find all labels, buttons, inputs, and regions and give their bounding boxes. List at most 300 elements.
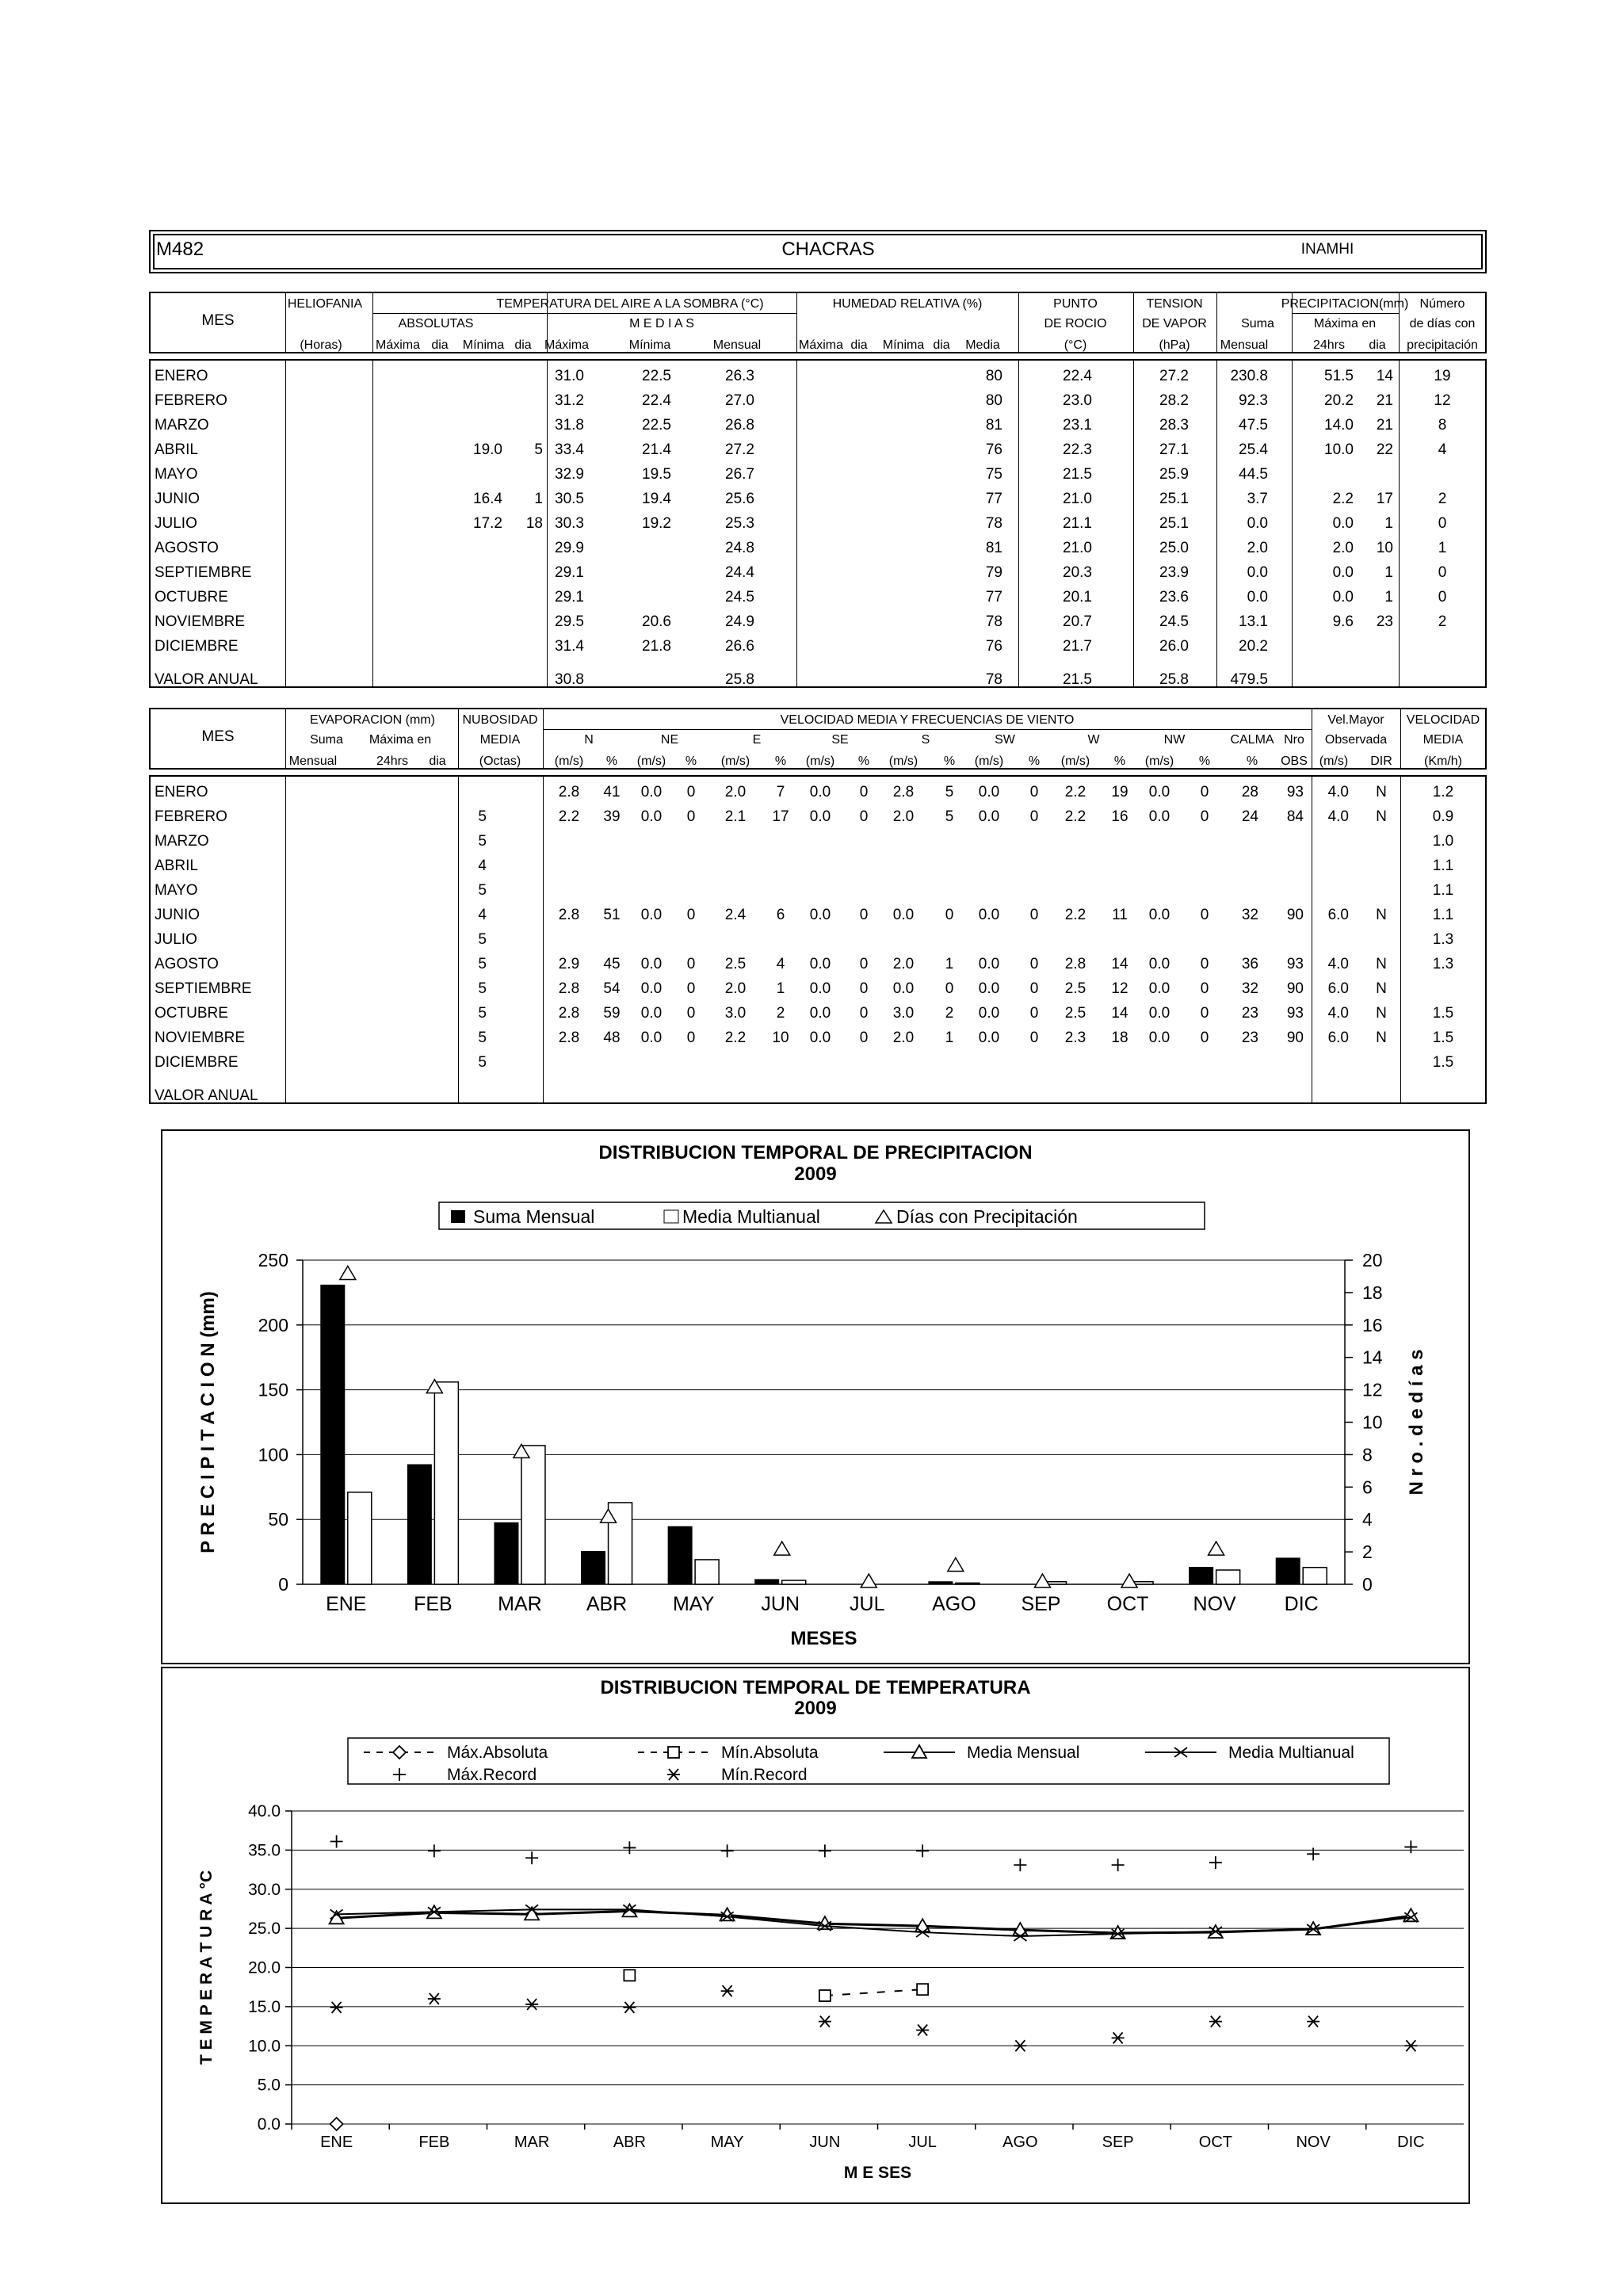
wind-value: 2.8 — [558, 1030, 580, 1046]
wind-value: 2.8 — [892, 784, 915, 800]
y-tick-label: 35.0 — [248, 1841, 281, 1860]
evap-maxima-header: Máxima en — [369, 733, 432, 747]
velocidad-media-header: MEDIA — [1423, 733, 1464, 747]
bar-suma-mensual — [407, 1465, 431, 1584]
table1-body-divider — [1018, 359, 1019, 688]
min-abs-value: 19.0 — [473, 441, 502, 458]
annual-humedad-value: 78 — [985, 671, 1002, 688]
wind-value: 17 — [772, 808, 789, 825]
wind-value: 3.0 — [724, 1005, 747, 1022]
wind-direction-header: E — [752, 733, 762, 747]
velmayor-dir-value: N — [1376, 784, 1387, 800]
chart-title: DISTRIBUCION TEMPORAL DE PRECIPITACION — [598, 1142, 1033, 1163]
wind-sub-header: % — [1113, 755, 1126, 768]
dias-value: 0 — [1438, 515, 1447, 532]
vapor-value: 23.9 — [1159, 564, 1189, 581]
vapor-value: 27.1 — [1159, 441, 1189, 458]
wind-value: 0.0 — [809, 907, 831, 923]
wind-value: 51 — [603, 907, 621, 923]
wind-value: 0.0 — [640, 956, 663, 972]
media-min-value: 21.8 — [642, 638, 671, 655]
wind-value: 2 — [776, 1005, 785, 1022]
suma-value: 2.0 — [1247, 540, 1268, 556]
wind-value: 14 — [1111, 956, 1128, 972]
wind-value: 0 — [686, 784, 696, 800]
marker-square — [624, 1969, 635, 1981]
humedad-value: 75 — [985, 466, 1002, 483]
media-mensual-value: 27.2 — [725, 441, 754, 458]
y2-tick-label: 8 — [1362, 1444, 1373, 1465]
wind-value: 0.0 — [1148, 907, 1170, 923]
marker-plus — [1112, 1859, 1125, 1871]
media-mensual-value: 24.4 — [725, 564, 754, 581]
legend-label: Mín.Absoluta — [721, 1744, 819, 1762]
marker-star — [1209, 2016, 1222, 2027]
table1-month-label: ENERO — [155, 368, 208, 384]
legend-label: Máx.Record — [447, 1766, 537, 1784]
table2-month-label: MARZO — [155, 833, 209, 850]
media-mensual-value: 26.8 — [725, 417, 754, 434]
wind-value: 0.0 — [640, 784, 663, 800]
y2-axis-label: N r o . d e d í a s — [1406, 1349, 1427, 1496]
table2-month-label: FEBRERO — [155, 808, 227, 825]
wind-value: 2.8 — [558, 1005, 580, 1022]
table1-month-label: FEBRERO — [155, 392, 227, 409]
y2-tick-label: 20 — [1362, 1250, 1383, 1270]
annual-rocio-value: 21.5 — [1063, 671, 1092, 688]
wind-sub-header: % — [1198, 755, 1211, 768]
wind-value: 2.3 — [1064, 1030, 1086, 1046]
table2-body-divider — [285, 775, 286, 1104]
vapor-value: 24.5 — [1159, 613, 1189, 630]
dias-value: 12 — [1434, 392, 1451, 409]
marker-plus — [428, 1844, 441, 1857]
calma-value: 23 — [1241, 1030, 1258, 1046]
max24-value: 0.0 — [1332, 564, 1354, 581]
wind-value: 2.0 — [892, 1030, 915, 1046]
annual-vapor-value: 25.8 — [1159, 671, 1189, 688]
velmayor-value: 6.0 — [1327, 1030, 1349, 1046]
wind-value: 0 — [686, 980, 696, 997]
x-tick-label: JUN — [809, 2134, 841, 2151]
table2-header-divider — [543, 708, 544, 770]
marker-square — [917, 1984, 928, 1995]
media-min-value: 22.4 — [642, 392, 671, 409]
velocidad-media-value: 1.5 — [1432, 1005, 1454, 1022]
marker-plus — [819, 1844, 831, 1857]
wind-sub-header: % — [1028, 755, 1041, 768]
dia-header: dia — [1369, 338, 1386, 352]
x-tick-label: SEP — [1102, 2134, 1134, 2151]
viento-header: VELOCIDAD MEDIA Y FRECUENCIAS DE VIENTO — [780, 713, 1075, 727]
y2-tick-label: 2 — [1362, 1541, 1373, 1563]
legend-label: Mín.Record — [721, 1766, 808, 1784]
wind-sub-header: % — [605, 755, 618, 768]
velocidad-media-value: 1.3 — [1432, 931, 1454, 948]
marker-dias-precipitacion — [774, 1541, 790, 1555]
velmayor-dir-value: N — [1376, 980, 1387, 997]
table1-month-label: JULIO — [155, 515, 197, 532]
wind-value: 2.8 — [1064, 956, 1086, 972]
media-max-value: 29.9 — [555, 540, 584, 556]
humedad-value: 80 — [985, 368, 1002, 384]
wind-value: 0 — [1200, 1030, 1209, 1046]
series-dash-line — [825, 1989, 922, 1996]
table1-body-divider — [1292, 359, 1293, 688]
humedad-header: HUMEDAD RELATIVA (%) — [832, 297, 983, 311]
wind-value: 0.0 — [809, 808, 831, 825]
evap-24hrs-header: 24hrs — [376, 755, 409, 768]
numero-header: Número — [1419, 297, 1465, 311]
kmh-header: (Km/h) — [1424, 755, 1462, 768]
min-abs-day: 1 — [534, 491, 543, 507]
wind-value: 12 — [1111, 980, 1128, 997]
wind-value: 0 — [859, 1005, 869, 1022]
nubosidad-value: 5 — [478, 833, 487, 850]
marker-star — [721, 1985, 734, 1996]
table1-body-divider — [1216, 359, 1217, 688]
media-mensual-value: 27.0 — [725, 392, 754, 409]
y-tick-label: 200 — [258, 1314, 288, 1335]
table1-month-label: SEPTIEMBRE — [155, 564, 252, 581]
heliofania-header: HELIOFANIA — [287, 297, 363, 311]
nro-obs-value: 90 — [1286, 1030, 1304, 1046]
max24-value: 2.2 — [1332, 491, 1354, 507]
wind-value: 0 — [686, 808, 696, 825]
dia24-value: 1 — [1384, 515, 1393, 532]
table2-month-label: ENERO — [155, 784, 208, 800]
wind-value: 1 — [945, 1030, 954, 1046]
absolutas-header: ABSOLUTAS — [398, 317, 474, 330]
y-tick-label: 50 — [268, 1509, 288, 1530]
dia24-value: 23 — [1376, 613, 1393, 630]
chart-subtitle: 2009 — [794, 1698, 837, 1719]
wind-sub-header: % — [943, 755, 956, 768]
wind-value: 2.8 — [558, 907, 580, 923]
institution-name: INAMHI — [1300, 241, 1354, 258]
nubosidad-value: 5 — [478, 808, 487, 825]
y-tick-label: 250 — [258, 1250, 288, 1270]
wind-sub-header: (m/s) — [720, 755, 750, 768]
velocidad-media-value: 1.0 — [1432, 833, 1454, 850]
marker-star — [428, 1993, 441, 2004]
bar-media-multianual — [521, 1446, 545, 1584]
table1-body — [149, 359, 1487, 688]
vapor-value: 28.2 — [1159, 392, 1189, 409]
vapor-value: 25.9 — [1159, 466, 1189, 483]
media-mensual-value: 24.8 — [725, 540, 754, 556]
nubosidad-media-header: MEDIA — [479, 733, 521, 747]
table1-header-divider — [285, 292, 286, 353]
media-mensual-value: 26.3 — [725, 368, 754, 384]
marker-plus — [1307, 1847, 1319, 1860]
table2-month-label: JULIO — [155, 931, 197, 948]
dias-value: 1 — [1438, 540, 1447, 556]
marker-plus — [721, 1844, 734, 1857]
dia24-value: 21 — [1376, 392, 1393, 409]
wind-value: 0 — [686, 1030, 696, 1046]
bar-media-multianual — [434, 1382, 458, 1584]
wind-value: 0 — [859, 1030, 869, 1046]
calma-pct-header: % — [1246, 755, 1258, 768]
min-abs-value: 16.4 — [473, 491, 502, 507]
max24-value: 9.6 — [1332, 613, 1354, 630]
wind-direction-header: SW — [995, 733, 1015, 747]
wind-direction-header: NW — [1163, 733, 1186, 747]
table1-header-divider — [1216, 292, 1217, 353]
y-tick-label: 30.0 — [248, 1880, 281, 1899]
marker-star — [330, 2002, 343, 2013]
velmayor-dir-value: N — [1376, 956, 1387, 972]
velocidad-header: VELOCIDAD — [1406, 713, 1480, 727]
max24-value: 2.0 — [1332, 540, 1354, 556]
media-min-value: 19.2 — [642, 515, 671, 532]
max24-value: 51.5 — [1324, 368, 1354, 384]
humedad-sub-header: Mínima — [882, 338, 925, 352]
wind-value: 0 — [859, 980, 869, 997]
wind-value: 2.2 — [724, 1030, 747, 1046]
suma-value: 92.3 — [1239, 392, 1268, 409]
y2-tick-label: 12 — [1362, 1379, 1383, 1400]
wind-value: 0.0 — [978, 784, 1000, 800]
y-tick-label: 40.0 — [248, 1802, 281, 1820]
suma-value: 20.2 — [1239, 638, 1268, 655]
wind-value: 2.0 — [892, 956, 915, 972]
table1-body-divider — [285, 359, 286, 688]
wind-value: 0.0 — [978, 907, 1000, 923]
calma-header: CALMA — [1230, 733, 1274, 747]
vapor-value: 25.1 — [1159, 491, 1189, 507]
table1-header-divider — [796, 292, 797, 353]
humedad-value: 81 — [985, 417, 1002, 434]
wind-value: 2.8 — [558, 980, 580, 997]
table1-body-divider — [1399, 359, 1400, 688]
table2-month-label: OCTUBRE — [155, 1005, 228, 1022]
marker-plus — [623, 1841, 636, 1854]
marker-plus — [1209, 1856, 1222, 1869]
velocidad-media-value: 1.1 — [1432, 882, 1454, 899]
observada-header: Observada — [1324, 733, 1388, 747]
wind-value: 3.0 — [892, 1005, 915, 1022]
vapor-value: 26.0 — [1159, 638, 1189, 655]
chart-title: DISTRIBUCION TEMPORAL DE TEMPERATURA — [600, 1677, 1031, 1698]
wind-value: 0.0 — [640, 1030, 663, 1046]
marker-dias-precipitacion — [948, 1558, 964, 1572]
x-tick-label: FEB — [418, 2134, 450, 2151]
max24-value: 14.0 — [1324, 417, 1354, 434]
velmayor-value: 6.0 — [1327, 980, 1349, 997]
nro-obs-value: 84 — [1286, 808, 1304, 825]
table2-annual-label: VALOR ANUAL — [155, 1087, 258, 1104]
y2-tick-label: 16 — [1362, 1314, 1383, 1335]
x-tick-label: ENE — [326, 1593, 367, 1615]
bar-suma-mensual — [495, 1522, 518, 1584]
x-tick-label: ENE — [320, 2134, 353, 2151]
wind-value: 0 — [1029, 784, 1039, 800]
table1-header-divider — [1133, 292, 1134, 353]
media-min-value: 22.5 — [642, 368, 671, 384]
marker-star — [1404, 2040, 1417, 2051]
velocidad-media-value: 1.5 — [1432, 1030, 1454, 1046]
y2-tick-label: 18 — [1362, 1282, 1383, 1303]
media-max-value: 29.1 — [555, 589, 584, 606]
rocio-value: 22.3 — [1063, 441, 1092, 458]
table1-header-divider — [372, 292, 373, 353]
x-tick-label: DIC — [1284, 1593, 1319, 1615]
bar-suma-mensual — [755, 1580, 779, 1584]
media-mensual-value: 26.6 — [725, 638, 754, 655]
wind-value: 48 — [603, 1030, 621, 1046]
x-tick-label: MAR — [498, 1593, 542, 1615]
humedad-sub-header: Máxima — [798, 338, 844, 352]
maxima-en-header: Máxima en — [1313, 317, 1377, 330]
nro-obs-value: 90 — [1286, 907, 1304, 923]
wind-value: 0.0 — [640, 1005, 663, 1022]
table2-month-label: DICIEMBRE — [155, 1054, 239, 1071]
velmayor-dir-value: N — [1376, 1030, 1387, 1046]
marker-diamond — [330, 2118, 343, 2130]
nro-header: Nro — [1284, 733, 1304, 747]
wind-value: 41 — [603, 784, 621, 800]
suma-value: 3.7 — [1247, 491, 1268, 507]
table1-annual-label: VALOR ANUAL — [155, 671, 258, 688]
table1-month-label: NOVIEMBRE — [155, 613, 246, 630]
wind-value: 2.4 — [724, 907, 747, 923]
wind-value: 0 — [1200, 1005, 1209, 1022]
x-tick-label: FEB — [414, 1593, 453, 1615]
wind-value: 0 — [859, 784, 869, 800]
x-tick-label: NOV — [1193, 1593, 1236, 1615]
calma-value: 36 — [1241, 956, 1258, 972]
velmayor-value: 6.0 — [1327, 907, 1349, 923]
media-max-value: 29.1 — [555, 564, 584, 581]
wind-value: 2.5 — [724, 956, 747, 972]
suma-value: 0.0 — [1247, 564, 1268, 581]
table2-body-divider — [543, 775, 544, 1104]
y-tick-label: 100 — [258, 1444, 288, 1465]
bar-media-multianual — [1216, 1570, 1240, 1584]
table2-body-divider — [458, 775, 459, 1104]
wind-sub-header: (m/s) — [888, 755, 918, 768]
wind-value: 0 — [1029, 1005, 1039, 1022]
legend-label-media: Media Multianual — [682, 1206, 820, 1227]
wind-value: 5 — [945, 808, 954, 825]
dia24-value: 14 — [1376, 368, 1393, 384]
dias-value: 4 — [1438, 441, 1447, 458]
wind-sub-header: % — [857, 755, 870, 768]
dia24-value: 22 — [1376, 441, 1393, 458]
wind-value: 0 — [859, 956, 869, 972]
rocio-value: 21.0 — [1063, 540, 1092, 556]
humedad-sub-header: Media — [965, 338, 1000, 352]
nubosidad-value: 5 — [478, 882, 487, 899]
temperature-chart — [161, 1667, 1470, 2204]
wind-value: 0.0 — [809, 1005, 831, 1022]
wind-sub-header: % — [774, 755, 787, 768]
media-max-value: 31.8 — [555, 417, 584, 434]
table2-month-label: AGOSTO — [155, 956, 219, 972]
marker-plus — [1014, 1859, 1026, 1871]
wind-value: 0.0 — [640, 907, 663, 923]
marker-star — [525, 1999, 538, 2010]
nro-obs-value: 90 — [1286, 980, 1304, 997]
humedad-value: 77 — [985, 491, 1002, 507]
wind-value: 6 — [776, 907, 785, 923]
table1-month-label: MARZO — [155, 417, 209, 434]
nubosidad-header: NUBOSIDAD — [462, 713, 538, 727]
wind-value: 0.0 — [1148, 1005, 1170, 1022]
evap-dia-header: dia — [429, 755, 446, 768]
wind-value: 0.0 — [892, 907, 915, 923]
velmayor-dir-value: N — [1376, 1005, 1387, 1022]
y-axis-label: P R E C I P I T A C I O N (mm) — [197, 1291, 219, 1553]
wind-value: 2.0 — [892, 808, 915, 825]
wind-sub-header: (m/s) — [805, 755, 835, 768]
legend-label: Media Multianual — [1228, 1744, 1354, 1762]
table1-subheader-line — [1292, 313, 1399, 314]
y-tick-label: 10.0 — [248, 2037, 281, 2056]
octas-header: (Octas) — [479, 755, 521, 768]
media-min-value: 19.5 — [642, 466, 671, 483]
rocio-value: 20.7 — [1063, 613, 1092, 630]
station-code: M482 — [156, 239, 204, 260]
nro-obs-value: 93 — [1286, 956, 1304, 972]
media-mensual-value: 24.9 — [725, 613, 754, 630]
precip-header: PRECIPITACION(mm) — [1281, 297, 1409, 311]
bar-media-multianual — [782, 1580, 806, 1584]
suma-header: Suma — [1241, 317, 1274, 330]
bar-media-multianual — [1303, 1568, 1327, 1584]
media-max-value: 31.4 — [555, 638, 584, 655]
table1-body-divider — [547, 359, 548, 688]
velocidad-media-value: 1.5 — [1432, 1054, 1454, 1071]
x-tick-label: ABR — [586, 1593, 628, 1615]
table1-body-divider — [372, 359, 373, 688]
table2-subheader-line — [543, 729, 1312, 730]
precipitacion-header: precipitación — [1407, 338, 1478, 352]
x-tick-label: SEP — [1021, 1593, 1061, 1615]
wind-value: 54 — [603, 980, 621, 997]
x-tick-label: JUL — [850, 1593, 885, 1615]
calma-value: 28 — [1241, 784, 1258, 800]
table2-month-label: NOVIEMBRE — [155, 1030, 246, 1046]
bar-suma-mensual — [1276, 1558, 1300, 1584]
humedad-value: 81 — [985, 540, 1002, 556]
wind-value: 2 — [945, 1005, 954, 1022]
wind-value: 10 — [772, 1030, 789, 1046]
velocidad-media-value: 1.2 — [1432, 784, 1454, 800]
wind-value: 2.2 — [558, 808, 580, 825]
wind-value: 0.0 — [978, 1030, 1000, 1046]
wind-value: 0 — [1200, 784, 1209, 800]
wind-value: 14 — [1111, 1005, 1128, 1022]
vapor-value: 25.1 — [1159, 515, 1189, 532]
legend-label: Media Mensual — [967, 1744, 1080, 1762]
suma-value: 44.5 — [1239, 466, 1268, 483]
wind-value: 7 — [776, 784, 785, 800]
y-tick-label: 5.0 — [257, 2076, 281, 2095]
humedad-value: 78 — [985, 613, 1002, 630]
wind-value: 0.0 — [1148, 808, 1170, 825]
table2-body-divider — [1400, 775, 1401, 1104]
humedad-value: 77 — [985, 589, 1002, 606]
temp-sub-header: Máxima — [375, 338, 421, 352]
x-axis-label: MESES — [790, 1628, 857, 1649]
temp-sub-header: Mínima — [628, 338, 671, 352]
legend-swatch-suma — [451, 1210, 465, 1223]
suma-value: 47.5 — [1239, 417, 1268, 434]
humedad-value: 76 — [985, 441, 1002, 458]
